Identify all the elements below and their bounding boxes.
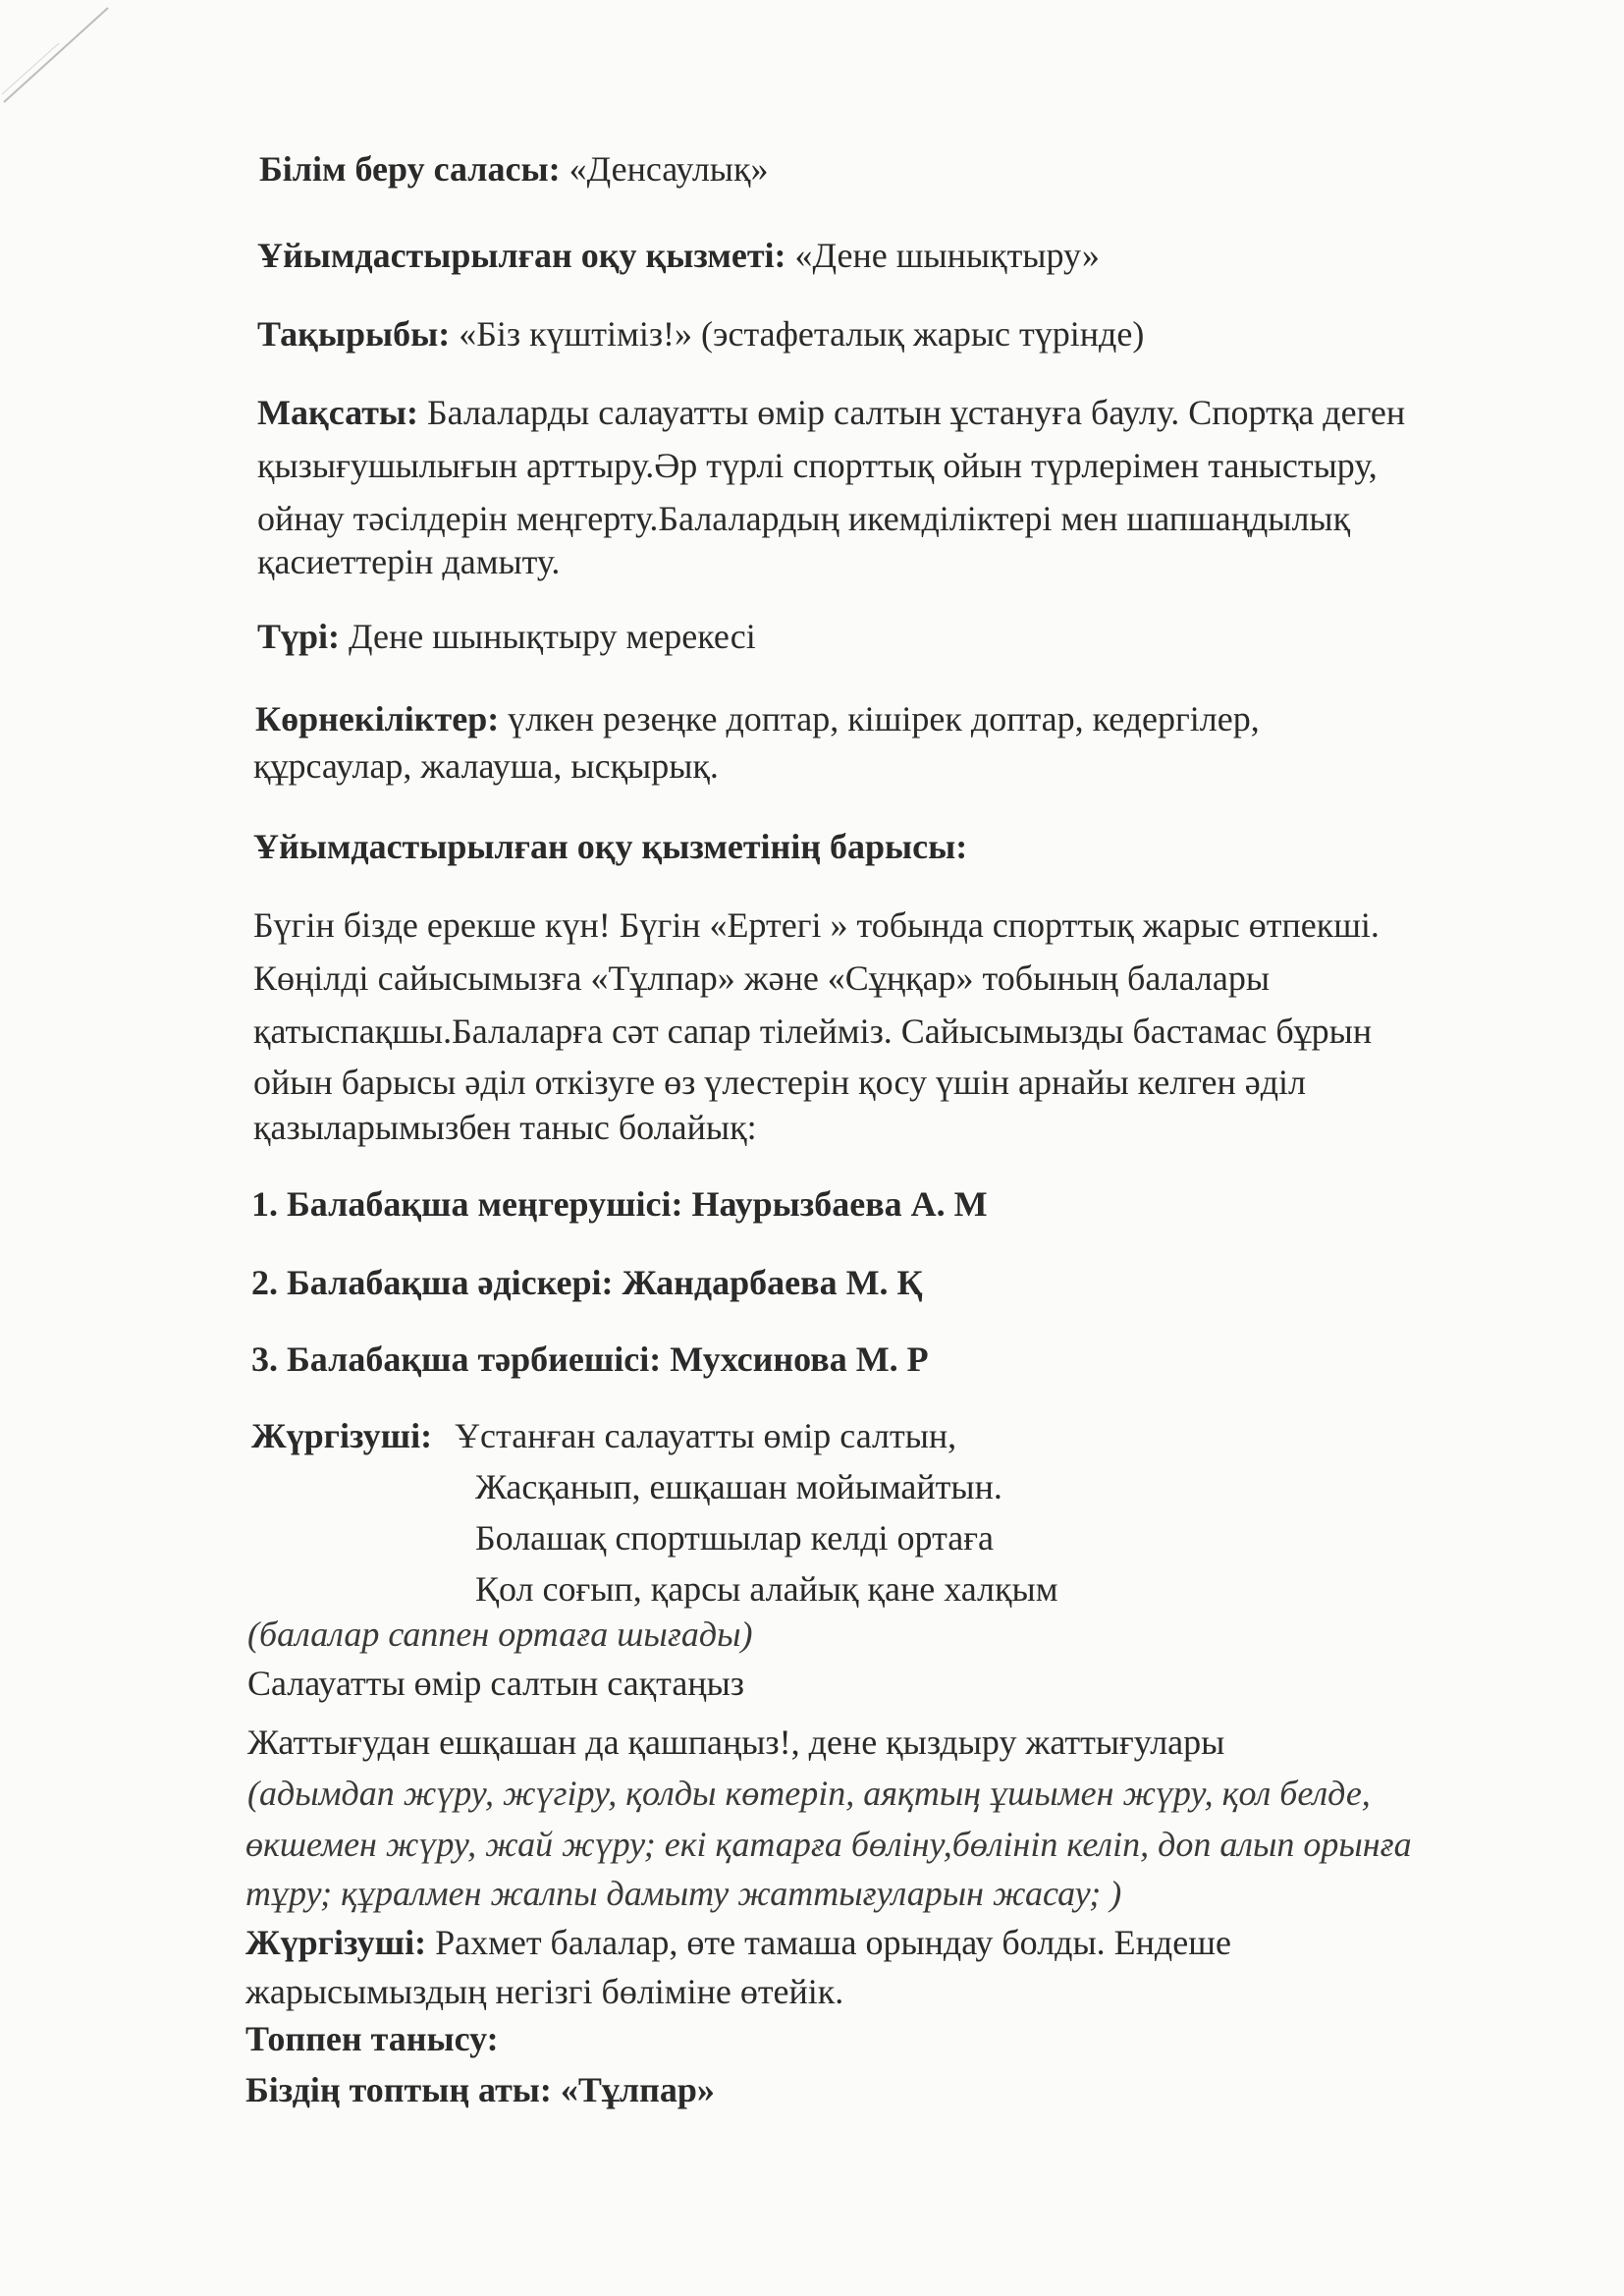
page-corner-mark xyxy=(0,0,128,108)
judge-role: 1. Балабақша меңгерушісі: xyxy=(251,1184,683,1224)
activity-value: «Дене шынықтыру» xyxy=(794,236,1100,275)
type-label: Түрі: xyxy=(257,617,341,656)
judge-item-2 xyxy=(251,1261,923,1304)
visuals-text-1: үлкен резеңке доптар, кішірек доптар, кедергілер, xyxy=(508,699,1260,738)
intro-line-2: Көңілді сайысымызға «Тұлпар» және «Сұңқар» тобының балалары xyxy=(253,958,1271,998)
judge-name: Мухсинова М. Р xyxy=(670,1339,929,1379)
healthy-lifestyle-line: Салауатты өмір салтын сақтаңыз xyxy=(247,1664,745,1703)
judge-name: Наурызбаева А. М xyxy=(691,1184,988,1224)
topic-value: «Біз күштіміз!» (эстафеталық жарыс түрінде) xyxy=(459,314,1145,354)
education-area-line xyxy=(259,147,768,191)
goal-line-3: ойнау тәсілдерін меңгерту.Балалардың икемділіктері мен шапшаңдылық xyxy=(257,499,1351,538)
goal-text-1: Балаларды салауатты өмір салтын ұстануға баулу. Спортқа деген xyxy=(427,393,1406,432)
team-name: Біздің топтың аты: «Тұлпар» xyxy=(245,2070,715,2109)
stage-note: (балалар саппен ортаға шығады) xyxy=(247,1614,753,1654)
goal-line-1 xyxy=(257,391,1405,434)
poem-line: Ұстанған салауатты өмір салтын, xyxy=(455,1416,957,1455)
topic-line xyxy=(257,312,1144,355)
poem-line-2: Жасқанып, ешқашан мойымайтын. xyxy=(475,1467,1002,1506)
host2-line-1 xyxy=(245,1921,1231,1964)
poem-line-3: Болашақ спортшылар келді ортаға xyxy=(475,1518,994,1558)
visuals-label: Көрнекіліктер: xyxy=(255,699,500,738)
judge-item-3 xyxy=(251,1338,929,1381)
education-area-value: «Денсаулық» xyxy=(568,149,769,189)
warmup-note-1: (адымдап жүру, жүгіру, қолды көтеріп, аяқтың ұшымен жүру, қол белде, xyxy=(247,1774,1371,1813)
host-label: Жүргізуші: xyxy=(251,1416,433,1455)
topic-label: Тақырыбы: xyxy=(257,314,451,354)
judge-role: 3. Балабақша тәрбиешісі: xyxy=(251,1339,662,1379)
poem-line-4: Қол соғып, қарсы алайық қане халқым xyxy=(475,1569,1058,1609)
activity-label: Ұйымдастырылған оқу қызметі: xyxy=(257,236,786,275)
goal-line-2: қызығушылығын арттыру.Әр түрлі спорттық ойын түрлерімен таныстыру, xyxy=(257,446,1378,485)
warmup-note-3: тұру; құралмен жалпы дамыту жаттығуларын жасау; ) xyxy=(245,1874,1122,1913)
visuals-line-1 xyxy=(255,697,1260,740)
visuals-line-2: құрсаулар, жалауша, ысқырық. xyxy=(253,746,719,786)
warmup-line: Жаттығудан ешқашан да қашпаңыз!, дене қыздыру жаттығулары xyxy=(247,1722,1225,1762)
host-poem-line-1 xyxy=(251,1414,956,1457)
activity-line xyxy=(257,234,1100,277)
progress-heading: Ұйымдастырылған оқу қызметінің барысы: xyxy=(253,827,968,866)
judge-name: Жандарбаева М. Қ xyxy=(622,1263,923,1302)
team-intro: Топпен танысу: xyxy=(245,2019,499,2058)
type-line xyxy=(257,615,756,658)
judge-item-1 xyxy=(251,1182,988,1226)
intro-line-5: қазыларымызбен таныс болайық: xyxy=(253,1108,757,1147)
goal-label: Мақсаты: xyxy=(257,393,418,432)
intro-line-4: ойын барысы әділ откізуге өз үлестерін қосу үшін арнайы келген әділ xyxy=(253,1063,1307,1102)
warmup-note-2: өкшемен жүру, жай жүру; екі қатарға бөліну,бөлініп келіп, доп алып орынға xyxy=(245,1825,1412,1864)
intro-line-3: қатыспақшы.Балаларға сәт сапар тілейміз. Сайысымызды бастамас бұрын xyxy=(253,1011,1373,1051)
goal-line-4: қасиеттерін дамыту. xyxy=(257,542,561,581)
judge-role: 2. Балабақша әдіскері: xyxy=(251,1263,614,1302)
education-area-label: Білім беру саласы: xyxy=(259,149,561,189)
host-label: Жүргізуші: xyxy=(245,1923,427,1962)
host2-line-2: жарысымыздың негізгі бөліміне өтейік. xyxy=(245,1972,844,2011)
host2-text-1: Рахмет балалар, өте тамаша орындау болды. Ендеше xyxy=(435,1923,1231,1962)
type-value: Дене шынықтыру мерекесі xyxy=(349,617,756,656)
intro-line-1: Бүгін бізде ерекше күн! Бүгін «Ертегі » тобында спорттық жарыс өтпекші. xyxy=(253,905,1380,945)
